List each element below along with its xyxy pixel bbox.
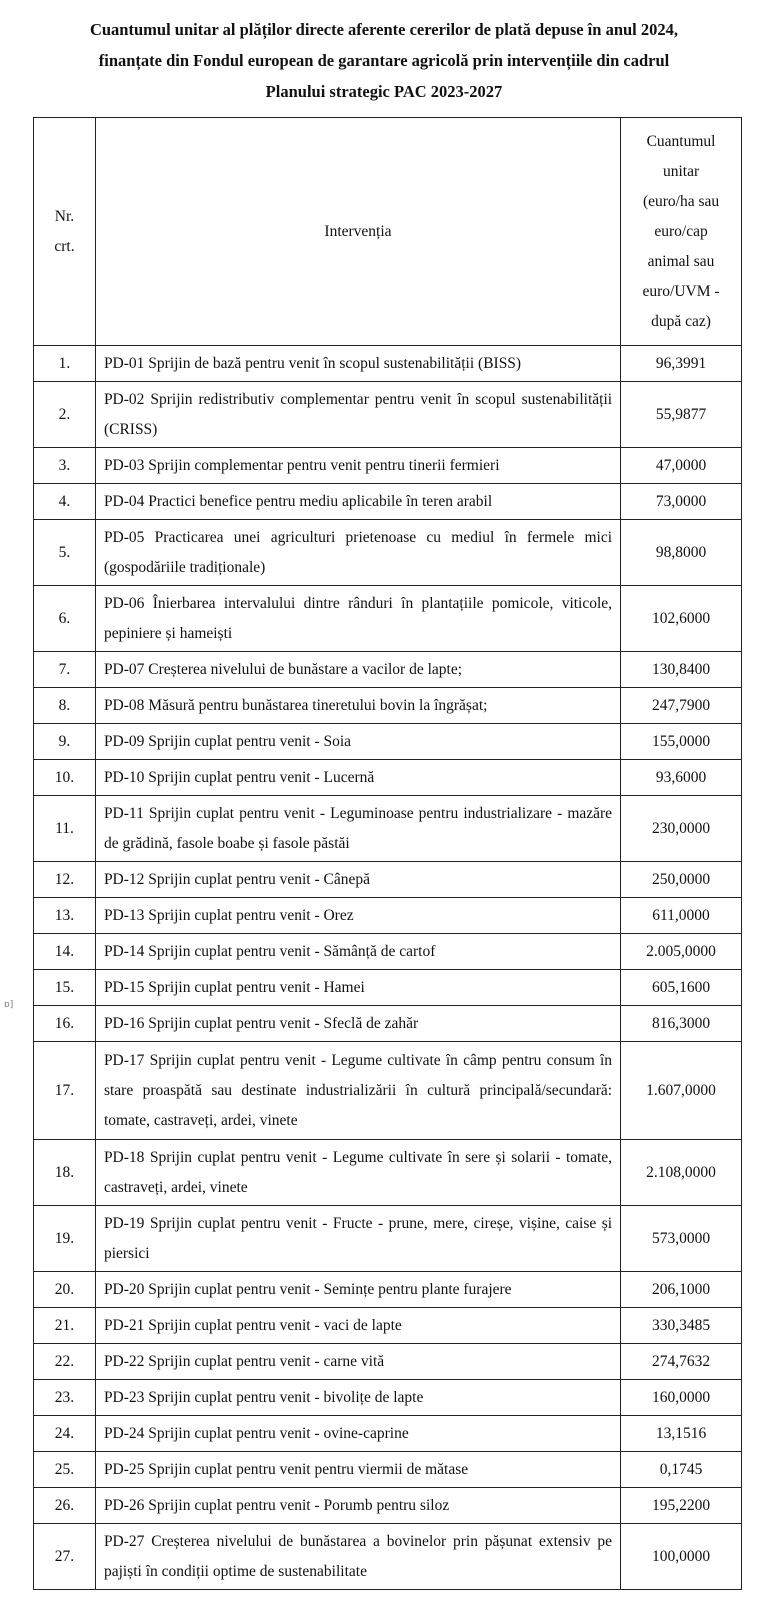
row-number: 26. — [34, 1488, 96, 1524]
row-intervention: PD-25 Sprijin cuplat pentru venit pentru viermii de mătase — [95, 1452, 620, 1488]
row-number: 19. — [34, 1206, 96, 1272]
row-number: 7. — [34, 652, 96, 688]
row-value: 274,7632 — [621, 1344, 742, 1380]
row-value: 98,8000 — [621, 520, 742, 586]
header-nr-line: Nr. — [54, 207, 75, 225]
row-intervention: PD-21 Sprijin cuplat pentru venit - vaci de lapte — [95, 1308, 620, 1344]
row-intervention: PD-02 Sprijin redistributiv complementar pentru venit în scopul sustenabilității (CRISS) — [95, 382, 620, 448]
row-value: 73,0000 — [621, 484, 742, 520]
row-value: 816,3000 — [621, 1006, 742, 1042]
title-line-3: Planului strategic PAC 2023-2027 — [265, 82, 503, 101]
header-cuantum — [621, 118, 742, 346]
table-row — [34, 652, 742, 688]
row-number: 2. — [34, 382, 96, 448]
row-value: 247,7900 — [621, 688, 742, 724]
table-row — [34, 1272, 742, 1308]
row-number: 25. — [34, 1452, 96, 1488]
table-header-row — [34, 118, 742, 346]
row-number: 21. — [34, 1308, 96, 1344]
header-cuantum-line: animal sau — [647, 252, 715, 270]
row-value: 2.005,0000 — [621, 934, 742, 970]
row-intervention: PD-26 Sprijin cuplat pentru venit - Porumb pentru siloz — [95, 1488, 620, 1524]
row-value: 13,1516 — [621, 1416, 742, 1452]
row-value: 573,0000 — [621, 1206, 742, 1272]
row-value: 605,1600 — [621, 970, 742, 1006]
row-number: 3. — [34, 448, 96, 484]
table-row — [34, 1206, 742, 1272]
row-intervention: PD-13 Sprijin cuplat pentru venit - Orez — [95, 898, 620, 934]
row-intervention: PD-20 Sprijin cuplat pentru venit - Semințe pentru plante furajere — [95, 1272, 620, 1308]
row-value: 96,3991 — [621, 346, 742, 382]
row-value: 2.108,0000 — [621, 1140, 742, 1206]
row-number: 20. — [34, 1272, 96, 1308]
document-title — [0, 14, 768, 107]
row-intervention: PD-06 Înierbarea intervalului dintre rânduri în plantațiile pomicole, viticole, pepiniere și hameiști — [95, 586, 620, 652]
row-intervention: PD-11 Sprijin cuplat pentru venit - Leguminoase pentru industrializare - mazăre de grădină, fasole boabe și fasole păstăi — [95, 796, 620, 862]
row-intervention: PD-07 Creșterea nivelului de bunăstare a vacilor de lapte; — [95, 652, 620, 688]
table-row — [34, 934, 742, 970]
header-nr-line: crt. — [54, 237, 75, 255]
row-number: 24. — [34, 1416, 96, 1452]
header-cuantum-line: unitar — [662, 162, 700, 180]
row-value: 130,8400 — [621, 652, 742, 688]
table-row — [34, 382, 742, 448]
row-value: 55,9877 — [621, 382, 742, 448]
row-number: 9. — [34, 724, 96, 760]
row-value: 47,0000 — [621, 448, 742, 484]
table-row — [34, 1042, 742, 1140]
row-intervention: PD-22 Sprijin cuplat pentru venit - carne vită — [95, 1344, 620, 1380]
row-value: 93,6000 — [621, 760, 742, 796]
row-value: 1.607,0000 — [621, 1042, 742, 1140]
row-number: 8. — [34, 688, 96, 724]
table-row — [34, 688, 742, 724]
row-number: 14. — [34, 934, 96, 970]
table-row — [34, 760, 742, 796]
row-intervention: PD-12 Sprijin cuplat pentru venit - Cânepă — [95, 862, 620, 898]
row-value: 611,0000 — [621, 898, 742, 934]
table-row — [34, 1524, 742, 1590]
header-cuantum-line: (euro/ha sau — [642, 192, 720, 210]
header-cuantum-line: după caz) — [651, 312, 711, 330]
table-row — [34, 448, 742, 484]
header-interventie: Intervenția — [95, 118, 620, 346]
row-number: 27. — [34, 1524, 96, 1590]
row-intervention: PD-08 Măsură pentru bunăstarea tineretului bovin la îngrășat; — [95, 688, 620, 724]
row-value: 330,3485 — [621, 1308, 742, 1344]
row-value: 102,6000 — [621, 586, 742, 652]
table-row — [34, 1416, 742, 1452]
table-row — [34, 1452, 742, 1488]
title-line-1: Cuantumul unitar al plăților directe aferente cererilor de plată depuse în anul 2024, — [89, 20, 679, 39]
row-value: 160,0000 — [621, 1380, 742, 1416]
row-number: 10. — [34, 760, 96, 796]
table-row — [34, 898, 742, 934]
row-intervention: PD-15 Sprijin cuplat pentru venit - Hamei — [95, 970, 620, 1006]
title-line-2: finanțate din Fondul european de garantare agricolă prin intervențiile din cadrul — [98, 51, 670, 70]
row-number: 15. — [34, 970, 96, 1006]
header-cuantum-line: euro/UVM - — [642, 282, 720, 300]
row-number: 13. — [34, 898, 96, 934]
row-number: 18. — [34, 1140, 96, 1206]
row-number: 1. — [34, 346, 96, 382]
row-intervention: PD-23 Sprijin cuplat pentru venit - bivolițe de lapte — [95, 1380, 620, 1416]
row-intervention: PD-17 Sprijin cuplat pentru venit - Legume cultivate în câmp pentru consum în stare proaspătă sau destinate industrializării în cultură principală/secundară: tomate, castraveți, ardei, vinete — [95, 1042, 620, 1140]
row-number: 16. — [34, 1006, 96, 1042]
row-number: 4. — [34, 484, 96, 520]
row-intervention: PD-03 Sprijin complementar pentru venit pentru tinerii fermieri — [95, 448, 620, 484]
header-cuantum-line: euro/cap — [654, 222, 708, 240]
table-row — [34, 346, 742, 382]
table-row — [34, 724, 742, 760]
table-row — [34, 1380, 742, 1416]
row-intervention: PD-14 Sprijin cuplat pentru venit - Sămânță de cartof — [95, 934, 620, 970]
table-row — [34, 970, 742, 1006]
row-intervention: PD-18 Sprijin cuplat pentru venit - Legume cultivate în sere și solarii - tomate, castraveți, ardei, vinete — [95, 1140, 620, 1206]
row-number: 11. — [34, 796, 96, 862]
row-number: 22. — [34, 1344, 96, 1380]
row-number: 12. — [34, 862, 96, 898]
row-number: 5. — [34, 520, 96, 586]
row-number: 6. — [34, 586, 96, 652]
table-row — [34, 484, 742, 520]
row-intervention: PD-10 Sprijin cuplat pentru venit - Lucernă — [95, 760, 620, 796]
row-value: 155,0000 — [621, 724, 742, 760]
row-intervention: PD-09 Sprijin cuplat pentru venit - Soia — [95, 724, 620, 760]
row-value: 100,0000 — [621, 1524, 742, 1590]
row-number: 17. — [34, 1042, 96, 1140]
row-intervention: PD-16 Sprijin cuplat pentru venit - Sfeclă de zahăr — [95, 1006, 620, 1042]
header-nr-crt — [34, 118, 96, 346]
row-intervention: PD-05 Practicarea unei agriculturi prietenoase cu mediul în fermele mici (gospodăriile tradiționale) — [95, 520, 620, 586]
row-value: 206,1000 — [621, 1272, 742, 1308]
row-value: 230,0000 — [621, 796, 742, 862]
table-row — [34, 586, 742, 652]
row-value: 250,0000 — [621, 862, 742, 898]
table-row — [34, 1140, 742, 1206]
table-row — [34, 796, 742, 862]
row-intervention: PD-01 Sprijin de bază pentru venit în scopul sustenabilității (BISS) — [95, 346, 620, 382]
table-row — [34, 862, 742, 898]
interventions-table — [33, 117, 742, 1590]
row-intervention: PD-19 Sprijin cuplat pentru venit - Fructe - prune, mere, cireșe, vișine, caise și piersici — [95, 1206, 620, 1272]
table-row — [34, 1344, 742, 1380]
row-intervention: PD-24 Sprijin cuplat pentru venit - ovine-caprine — [95, 1416, 620, 1452]
row-intervention: PD-04 Practici benefice pentru mediu aplicabile în teren arabil — [95, 484, 620, 520]
header-cuantum-line: Cuantumul — [646, 132, 716, 150]
row-value: 0,1745 — [621, 1452, 742, 1488]
table-row — [34, 1006, 742, 1042]
margin-mark: ɒ] — [4, 1000, 14, 1010]
row-intervention: PD-27 Creșterea nivelului de bunăstarea a bovinelor prin pășunat extensiv pe pajiști în condiții optime de sustenabilitate — [95, 1524, 620, 1590]
table-row — [34, 1308, 742, 1344]
table-row — [34, 1488, 742, 1524]
row-value: 195,2200 — [621, 1488, 742, 1524]
row-number: 23. — [34, 1380, 96, 1416]
table-row — [34, 520, 742, 586]
